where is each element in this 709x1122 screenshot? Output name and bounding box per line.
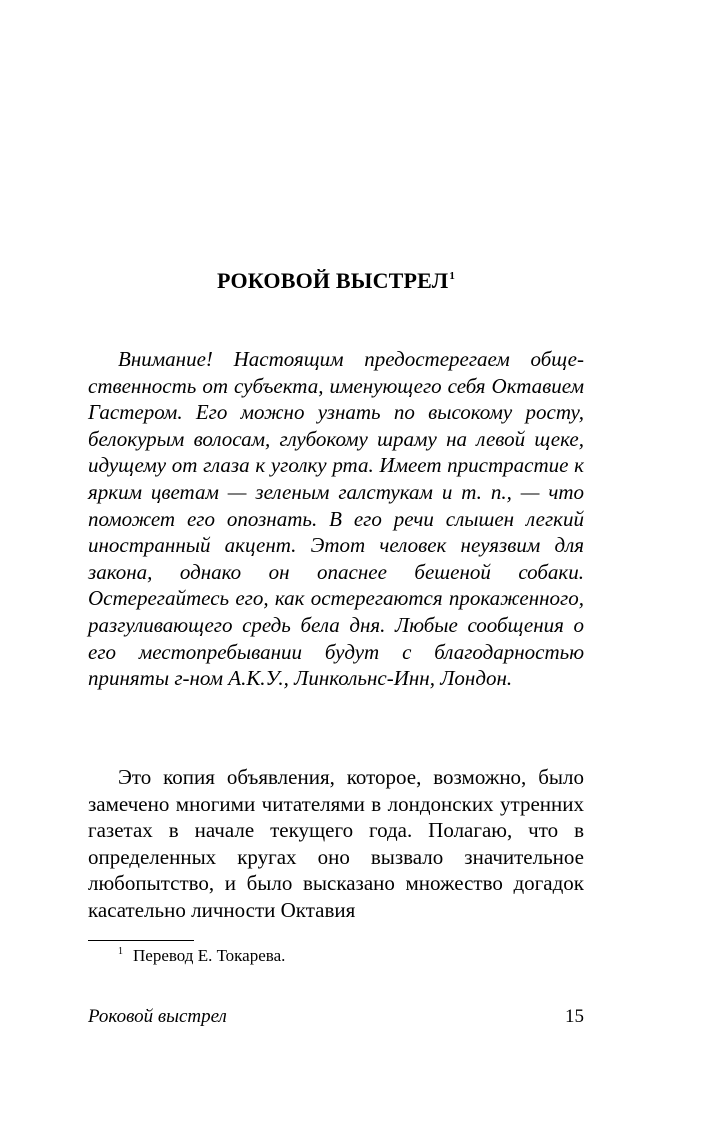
running-title: Роковой выстрел [88, 1006, 227, 1027]
chapter-title [88, 268, 584, 294]
footnote-text: Перевод Е. Токарева. [133, 946, 286, 965]
footnote-divider [88, 940, 194, 941]
footnote-marker: 1 [118, 946, 123, 958]
chapter-title-footnote-marker: 1 [449, 269, 456, 282]
footnote [118, 946, 285, 966]
notice-paragraph: Внимание! Настоящим предостерегаем общественность от субъекта, именующего себя Октавием Гастером. Его можно узнать по высокому росту, белокурым волосам, глубокому шраму на левой щеке, идущему от глаза к уголку рта. Имеет пристрастие к ярким цветам — зеленым галстукам и т. п., — что поможет его опознать. В его речи слышен легкий иностранный акцент. Этот человек неуязвим для закона, однако он опаснее бешеной собаки. Остерегайтесь его, как остерегаются прокаженного, разгуливающего средь бела дня. Любые сообщения о его местопребывании будут с благодарностью приняты г-ном А.К.У., Линкольнс-Инн, Лондон. [88, 347, 584, 691]
chapter-title-text: РОКОВОЙ ВЫСТРЕЛ [216, 268, 449, 293]
body-paragraph: Это копия объявления, которое, возможно, было замечено многими читателями в лондонских утренних газетах в начале текущего года. Полагаю, что в определенных кругах оно вызвало значительное любопытство, и было высказано множество догадок касательно личности Октавия [88, 765, 584, 922]
page-number: 15 [565, 1006, 584, 1027]
